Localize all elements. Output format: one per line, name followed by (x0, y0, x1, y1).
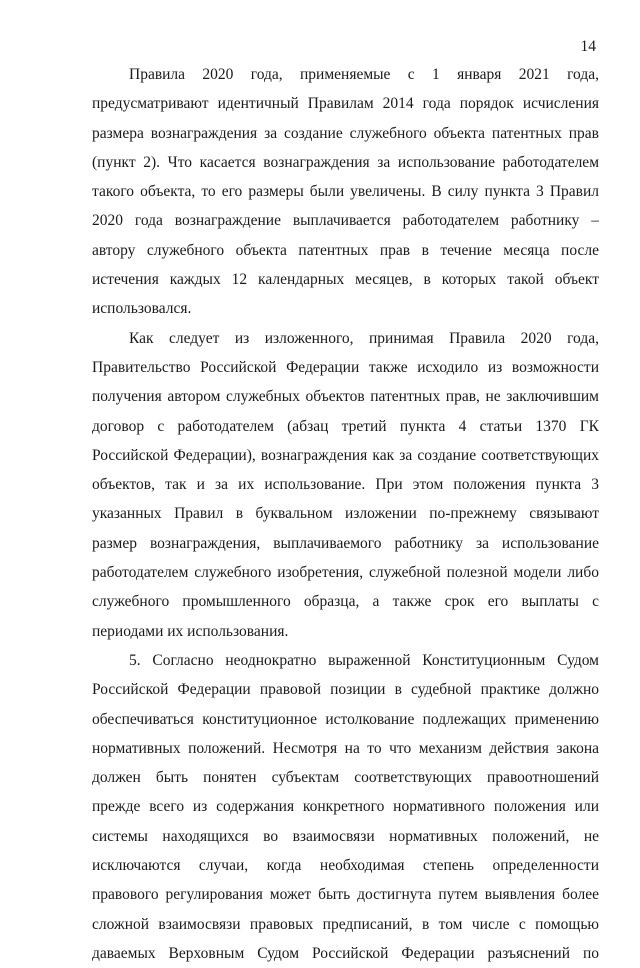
text-line: предусматривают идентичный Правилам 2014 года порядок исчисления (92, 95, 599, 113)
text-line: размер вознаграждения, выплачиваемого работнику за использование (92, 534, 599, 552)
page-number: 14 (580, 38, 596, 55)
text-line: периодами их использования. (92, 622, 289, 640)
text-line: Правила 2020 года, применяемые с 1 января 2021 года, (129, 66, 599, 83)
paragraph-2 (92, 324, 599, 646)
text-line: размера вознаграждения за создание служебного объекта патентных прав (92, 124, 599, 142)
text-line: объектов, так и за их использование. При этом положения пункта 3 (92, 476, 599, 494)
text-line: использовался. (92, 300, 192, 318)
text-line: системы находящихся во взаимосвязи нормативных положений, не (92, 827, 599, 845)
text-line: автору служебного объекта патентных прав в течение месяца после (92, 241, 599, 259)
text-line: Как следует из изложенного, принимая Правила 2020 года, (129, 329, 599, 347)
text-line: должен быть понятен субъектам соответствующих правоотношений (92, 769, 599, 787)
text-line: 5. Согласно неоднократно выраженной Конституционным Судом (129, 651, 599, 669)
text-line: договор с работодателем (абзац третий пункта 4 статьи 1370 ГК (92, 417, 599, 435)
text-line: 2020 года вознаграждение выплачивается работодателем работнику – (92, 212, 599, 230)
text-line: прежде всего из содержания конкретного нормативного положения или (92, 798, 599, 816)
paragraph-3 (92, 646, 599, 968)
text-line: служебного промышленного образца, а также срок его выплаты с (92, 593, 599, 611)
text-line: Российской Федерации), вознаграждения как за создание соответствующих (92, 446, 599, 464)
text-line: сложной взаимосвязи правовых предписаний, в том числе с помощью (92, 915, 599, 933)
paragraph-1 (92, 60, 599, 324)
text-line: Правительство Российской Федерации также исходило из возможности (92, 358, 599, 376)
text-line: указанных Правил в буквальном изложении по-прежнему связывают (92, 505, 599, 523)
text-line: работодателем служебного изобретения, служебной полезной модели либо (92, 564, 599, 582)
text-line: даваемых Верховным Судом Российской Федерации разъяснений по (92, 944, 599, 962)
text-line: Российской Федерации правовой позиции в судебной практике должно (92, 681, 599, 699)
text-line: получения автором служебных объектов патентных прав, не заключившим (92, 388, 599, 406)
document-body (92, 60, 599, 968)
text-line: такого объекта, то его размеры были увеличены. В силу пункта 3 Правил (92, 183, 599, 201)
text-line: обеспечиваться конституционное истолкование подлежащих применению (92, 710, 599, 728)
text-line: (пункт 2). Что касается вознаграждения за использование работодателем (92, 153, 599, 171)
text-line: истечения каждых 12 календарных месяцев, в которых такой объект (92, 271, 599, 289)
text-line: правового регулирования может быть достигнута путем выявления более (92, 886, 599, 904)
text-line: нормативных положений. Несмотря на то что механизм действия закона (92, 739, 599, 757)
text-line: исключаются случаи, когда необходимая степень определенности (92, 857, 599, 875)
